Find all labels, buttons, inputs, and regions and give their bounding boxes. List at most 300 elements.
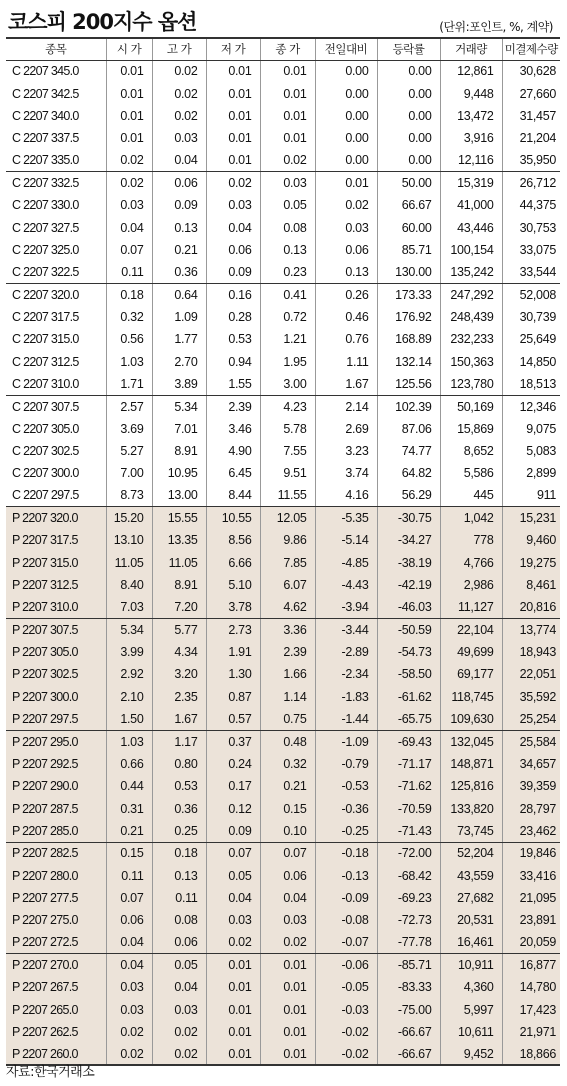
cell-open: 0.15 xyxy=(106,842,152,864)
table-row xyxy=(6,797,560,819)
cell-volume: 8,652 xyxy=(440,440,502,462)
cell-change-rate: -83.33 xyxy=(377,976,440,998)
cell-open: 0.04 xyxy=(106,931,152,953)
cell-close: 9.51 xyxy=(260,462,315,484)
table-row xyxy=(6,239,560,261)
cell-open: 0.03 xyxy=(106,194,152,216)
cell-open: 8.73 xyxy=(106,485,152,507)
cell-open-interest: 33,544 xyxy=(502,261,560,283)
cell-name: P 2207 292.5 xyxy=(6,753,106,775)
cell-close: 0.01 xyxy=(260,1043,315,1065)
cell-volume: 2,986 xyxy=(440,574,502,596)
cell-change-rate: -30.75 xyxy=(377,507,440,529)
cell-open: 1.71 xyxy=(106,373,152,395)
cell-open-interest: 35,950 xyxy=(502,149,560,171)
cell-open: 1.50 xyxy=(106,708,152,730)
cell-close: 0.07 xyxy=(260,842,315,864)
cell-change: -5.35 xyxy=(315,507,377,529)
cell-close: 0.15 xyxy=(260,797,315,819)
cell-low: 3.78 xyxy=(206,596,260,618)
cell-open: 0.03 xyxy=(106,976,152,998)
cell-close: 0.13 xyxy=(260,239,315,261)
cell-open-interest: 5,083 xyxy=(526,444,556,459)
cell-name: P 2207 285.0 xyxy=(6,820,106,842)
cell-volume: 3,916 xyxy=(440,127,502,149)
header-high: 고 가 xyxy=(152,38,206,60)
cell-close: 4.23 xyxy=(260,395,315,417)
cell-change: 4.16 xyxy=(315,485,377,507)
cell-open-interest: 17,423 xyxy=(519,1002,556,1017)
cell-high: 8.91 xyxy=(152,574,206,596)
cell-high: 5.34 xyxy=(152,395,206,417)
cell-change: 2.69 xyxy=(315,418,377,440)
cell-open: 0.31 xyxy=(106,797,152,819)
cell-change-rate: -72.73 xyxy=(377,909,440,931)
table-row xyxy=(6,105,560,127)
cell-low: 0.09 xyxy=(206,820,260,842)
cell-volume: 15,319 xyxy=(440,172,502,194)
cell-name: C 2207 345.0 xyxy=(6,60,106,82)
cell-change: -0.02 xyxy=(315,1043,377,1065)
cell-high: 3.89 xyxy=(152,373,206,395)
table-row xyxy=(6,194,560,216)
cell-open-interest: 14,850 xyxy=(519,354,556,369)
cell-high: 0.03 xyxy=(152,127,206,149)
cell-change: 0.00 xyxy=(315,149,377,171)
cell-close: 1.66 xyxy=(260,663,315,685)
cell-change-rate: -71.43 xyxy=(377,820,440,842)
cell-name: P 2207 307.5 xyxy=(6,619,106,641)
cell-high: 0.02 xyxy=(152,1043,206,1065)
cell-open: 0.66 xyxy=(106,753,152,775)
cell-low: 6.66 xyxy=(206,552,260,574)
cell-name: P 2207 297.5 xyxy=(6,708,106,730)
cell-close: 0.01 xyxy=(260,954,315,976)
cell-close: 0.01 xyxy=(260,976,315,998)
cell-name: P 2207 315.0 xyxy=(6,552,106,574)
cell-open: 0.07 xyxy=(106,239,152,261)
cell-close: 2.39 xyxy=(260,641,315,663)
cell-name: C 2207 300.0 xyxy=(6,462,106,484)
cell-high: 0.64 xyxy=(152,283,206,305)
cell-name: P 2207 317.5 xyxy=(6,529,106,551)
cell-low: 0.28 xyxy=(206,306,260,328)
cell-change: -0.53 xyxy=(315,775,377,797)
cell-high: 1.67 xyxy=(152,708,206,730)
table-row xyxy=(6,306,560,328)
cell-name: P 2207 305.0 xyxy=(6,641,106,663)
cell-low: 0.24 xyxy=(206,753,260,775)
cell-low: 0.01 xyxy=(206,82,260,104)
cell-change: 0.13 xyxy=(315,261,377,283)
cell-name: P 2207 300.0 xyxy=(6,686,106,708)
cell-close: 7.55 xyxy=(260,440,315,462)
cell-volume: 11,127 xyxy=(440,596,502,618)
header-close: 종 가 xyxy=(260,38,315,60)
cell-change-rate: 0.00 xyxy=(377,127,440,149)
cell-name: C 2207 320.0 xyxy=(6,283,106,305)
header-change-rate: 등락률 xyxy=(377,38,440,60)
cell-change-rate: 130.00 xyxy=(377,261,440,283)
cell-name: P 2207 287.5 xyxy=(6,797,106,819)
cell-high: 0.09 xyxy=(152,194,206,216)
cell-low: 2.73 xyxy=(206,619,260,641)
cell-open-interest: 34,657 xyxy=(519,756,556,771)
cell-change-rate: 173.33 xyxy=(377,283,440,305)
cell-low: 2.39 xyxy=(206,395,260,417)
cell-change-rate: -66.67 xyxy=(377,1021,440,1043)
cell-open-interest: 31,457 xyxy=(519,108,556,123)
cell-low: 0.01 xyxy=(206,1021,260,1043)
header-change: 전일대비 xyxy=(315,38,377,60)
cell-high: 13.35 xyxy=(152,529,206,551)
cell-low: 1.30 xyxy=(206,663,260,685)
cell-high: 0.04 xyxy=(152,149,206,171)
cell-close: 0.32 xyxy=(260,753,315,775)
table-row xyxy=(6,663,560,685)
cell-volume: 16,461 xyxy=(440,931,502,953)
cell-change-rate: -58.50 xyxy=(377,663,440,685)
cell-change-rate: -69.23 xyxy=(377,887,440,909)
cell-change-rate: -34.27 xyxy=(377,529,440,551)
cell-close: 0.03 xyxy=(260,172,315,194)
cell-volume: 9,452 xyxy=(440,1043,502,1065)
table-row xyxy=(6,82,560,104)
cell-close: 0.23 xyxy=(260,261,315,283)
cell-open: 0.06 xyxy=(106,909,152,931)
cell-high: 0.02 xyxy=(152,82,206,104)
cell-open: 0.07 xyxy=(106,887,152,909)
table-row xyxy=(6,887,560,909)
cell-low: 0.01 xyxy=(206,127,260,149)
cell-open: 0.01 xyxy=(106,127,152,149)
cell-change-rate: -77.78 xyxy=(377,931,440,953)
cell-high: 0.36 xyxy=(152,261,206,283)
cell-high: 0.53 xyxy=(152,775,206,797)
cell-name: C 2207 325.0 xyxy=(6,239,106,261)
cell-close: 0.02 xyxy=(260,149,315,171)
cell-high: 3.20 xyxy=(152,663,206,685)
cell-low: 0.01 xyxy=(206,954,260,976)
cell-open-interest: 15,231 xyxy=(519,511,556,526)
cell-open: 0.21 xyxy=(106,820,152,842)
header-low: 저 가 xyxy=(206,38,260,60)
table-row xyxy=(6,60,560,82)
cell-open: 7.00 xyxy=(106,462,152,484)
cell-close: 0.10 xyxy=(260,820,315,842)
cell-close: 0.72 xyxy=(260,306,315,328)
cell-change: -2.89 xyxy=(315,641,377,663)
cell-change-rate: 74.77 xyxy=(377,440,440,462)
cell-name: C 2207 340.0 xyxy=(6,105,106,127)
cell-open: 0.11 xyxy=(106,261,152,283)
cell-volume: 10,611 xyxy=(440,1021,502,1043)
cell-open-interest: 21,971 xyxy=(519,1024,556,1039)
cell-high: 10.95 xyxy=(152,462,206,484)
cell-low: 3.46 xyxy=(206,418,260,440)
cell-open-interest: 18,943 xyxy=(519,645,556,660)
cell-change: -1.83 xyxy=(315,686,377,708)
cell-high: 0.06 xyxy=(152,931,206,953)
cell-change-rate: -65.75 xyxy=(377,708,440,730)
header-open: 시 가 xyxy=(106,38,152,60)
cell-change-rate: 125.56 xyxy=(377,373,440,395)
cell-open-interest: 18,866 xyxy=(502,1043,560,1065)
table-row xyxy=(6,1021,560,1043)
cell-change-rate: 132.14 xyxy=(377,350,440,372)
cell-low: 0.02 xyxy=(206,931,260,953)
cell-change: 0.00 xyxy=(315,127,377,149)
cell-name: C 2207 305.0 xyxy=(6,418,106,440)
cell-change-rate: 0.00 xyxy=(377,82,440,104)
cell-low: 10.55 xyxy=(206,507,260,529)
cell-open-interest: 8,461 xyxy=(526,578,556,593)
cell-high: 2.35 xyxy=(152,686,206,708)
cell-name: P 2207 262.5 xyxy=(6,1021,106,1043)
cell-change: 1.11 xyxy=(315,350,377,372)
cell-change: 0.00 xyxy=(315,82,377,104)
cell-open-interest: 19,846 xyxy=(519,846,556,861)
cell-high: 11.05 xyxy=(152,552,206,574)
cell-name: P 2207 302.5 xyxy=(6,663,106,685)
cell-high: 7.20 xyxy=(152,596,206,618)
cell-volume: 15,869 xyxy=(440,418,502,440)
cell-name: P 2207 260.0 xyxy=(6,1043,106,1065)
cell-name: C 2207 315.0 xyxy=(6,328,106,350)
cell-volume: 20,531 xyxy=(440,909,502,931)
cell-name: P 2207 312.5 xyxy=(6,574,106,596)
cell-open-interest: 30,739 xyxy=(519,309,556,324)
cell-change: 0.26 xyxy=(315,283,377,305)
cell-close: 3.00 xyxy=(260,373,315,395)
cell-close: 0.01 xyxy=(260,998,315,1020)
cell-change: 0.00 xyxy=(315,105,377,127)
cell-open: 0.02 xyxy=(106,1043,152,1065)
cell-change-rate: 102.39 xyxy=(377,395,440,417)
cell-name: P 2207 277.5 xyxy=(6,887,106,909)
cell-low: 0.12 xyxy=(206,797,260,819)
cell-change-rate: 168.89 xyxy=(377,328,440,350)
cell-high: 13.00 xyxy=(152,485,206,507)
header-open-interest: 미결제수량 xyxy=(502,38,560,60)
cell-open-interest: 911 xyxy=(502,485,560,507)
cell-low: 0.17 xyxy=(206,775,260,797)
cell-volume: 132,045 xyxy=(440,730,502,752)
cell-open: 1.03 xyxy=(106,350,152,372)
cell-open-interest: 39,359 xyxy=(519,779,556,794)
table-row xyxy=(6,574,560,596)
cell-change-rate: -71.17 xyxy=(377,753,440,775)
cell-low: 0.57 xyxy=(206,708,260,730)
cell-high: 0.11 xyxy=(152,887,206,909)
cell-change: -0.18 xyxy=(315,842,377,864)
cell-close: 6.07 xyxy=(260,574,315,596)
cell-volume: 445 xyxy=(440,485,502,507)
cell-change: -0.05 xyxy=(315,976,377,998)
table-row xyxy=(6,686,560,708)
table-row xyxy=(6,708,560,730)
cell-name: P 2207 275.0 xyxy=(6,909,106,931)
cell-name: C 2207 322.5 xyxy=(6,261,106,283)
cell-name: C 2207 307.5 xyxy=(6,395,106,417)
table-row xyxy=(6,283,560,305)
cell-change: 2.14 xyxy=(315,395,377,417)
cell-change-rate: 50.00 xyxy=(377,172,440,194)
cell-high: 0.02 xyxy=(152,60,206,82)
cell-high: 0.21 xyxy=(152,239,206,261)
cell-name: C 2207 302.5 xyxy=(6,440,106,462)
cell-name: P 2207 295.0 xyxy=(6,730,106,752)
cell-volume: 123,780 xyxy=(440,373,502,395)
cell-open: 5.34 xyxy=(106,619,152,641)
cell-open-interest: 12,346 xyxy=(519,399,556,414)
cell-change-rate: -46.03 xyxy=(377,596,440,618)
cell-name: P 2207 265.0 xyxy=(6,998,106,1020)
cell-name: C 2207 332.5 xyxy=(6,172,106,194)
cell-change: 3.23 xyxy=(315,440,377,462)
table-row xyxy=(6,507,560,529)
cell-close: 11.55 xyxy=(260,485,315,507)
cell-change: 0.46 xyxy=(315,306,377,328)
cell-change: -0.79 xyxy=(315,753,377,775)
cell-low: 0.03 xyxy=(206,194,260,216)
cell-change: 0.02 xyxy=(315,194,377,216)
cell-volume: 12,861 xyxy=(440,60,502,82)
cell-close: 0.08 xyxy=(260,216,315,238)
table-row xyxy=(6,954,560,976)
table-row xyxy=(6,462,560,484)
cell-name: P 2207 310.0 xyxy=(6,596,106,618)
cell-high: 5.77 xyxy=(152,619,206,641)
cell-volume: 41,000 xyxy=(440,194,502,216)
cell-open-interest: 27,660 xyxy=(519,86,556,101)
cell-change: -3.44 xyxy=(315,619,377,641)
cell-volume: 12,116 xyxy=(440,149,502,171)
cell-name: C 2207 337.5 xyxy=(6,127,106,149)
cell-open: 5.27 xyxy=(106,440,152,462)
cell-change: 0.01 xyxy=(315,172,377,194)
cell-open-interest: 52,008 xyxy=(519,287,556,302)
cell-volume: 69,177 xyxy=(440,663,502,685)
cell-name: P 2207 272.5 xyxy=(6,931,106,953)
table-row xyxy=(6,976,560,998)
cell-change-rate: -85.71 xyxy=(377,954,440,976)
cell-volume: 49,699 xyxy=(440,641,502,663)
cell-high: 0.36 xyxy=(152,797,206,819)
cell-open: 0.11 xyxy=(106,864,152,886)
cell-low: 0.37 xyxy=(206,730,260,752)
cell-volume: 73,745 xyxy=(440,820,502,842)
cell-open: 0.32 xyxy=(106,306,152,328)
cell-low: 0.06 xyxy=(206,239,260,261)
cell-change: 0.76 xyxy=(315,328,377,350)
cell-close: 0.41 xyxy=(260,283,315,305)
cell-low: 0.01 xyxy=(206,149,260,171)
cell-close: 0.75 xyxy=(260,708,315,730)
table-row xyxy=(6,350,560,372)
cell-high: 1.09 xyxy=(152,306,206,328)
cell-change-rate: 0.00 xyxy=(377,105,440,127)
cell-low: 0.01 xyxy=(206,998,260,1020)
cell-open-interest: 21,095 xyxy=(519,890,556,905)
cell-high: 15.55 xyxy=(152,507,206,529)
cell-high: 0.04 xyxy=(152,976,206,998)
cell-high: 0.05 xyxy=(152,954,206,976)
cell-open: 0.44 xyxy=(106,775,152,797)
cell-close: 12.05 xyxy=(260,507,315,529)
cell-change: -4.43 xyxy=(315,574,377,596)
cell-change: -0.13 xyxy=(315,864,377,886)
cell-volume: 109,630 xyxy=(440,708,502,730)
cell-change-rate: 66.67 xyxy=(377,194,440,216)
cell-high: 8.91 xyxy=(152,440,206,462)
cell-name: C 2207 330.0 xyxy=(6,194,106,216)
cell-open: 0.02 xyxy=(106,172,152,194)
cell-name: C 2207 335.0 xyxy=(6,149,106,171)
cell-name: C 2207 327.5 xyxy=(6,216,106,238)
cell-volume: 50,169 xyxy=(440,395,502,417)
cell-change: -1.09 xyxy=(315,730,377,752)
cell-name: P 2207 280.0 xyxy=(6,864,106,886)
cell-change: 0.00 xyxy=(315,60,377,82)
table-row xyxy=(6,552,560,574)
cell-open: 2.57 xyxy=(106,395,152,417)
cell-close: 5.78 xyxy=(260,418,315,440)
cell-volume: 52,204 xyxy=(440,842,502,864)
cell-change-rate: -72.00 xyxy=(377,842,440,864)
table-row xyxy=(6,909,560,931)
cell-low: 0.09 xyxy=(206,261,260,283)
cell-close: 0.06 xyxy=(260,864,315,886)
source-note: 자료:한국거래소 xyxy=(6,1065,95,1080)
cell-open-interest: 14,780 xyxy=(519,980,556,995)
cell-open-interest: 23,891 xyxy=(519,913,556,928)
cell-open-interest: 18,513 xyxy=(502,373,560,395)
cell-change: 0.06 xyxy=(315,239,377,261)
cell-low: 0.04 xyxy=(206,216,260,238)
cell-open-interest: 13,774 xyxy=(519,623,556,638)
cell-low: 0.05 xyxy=(206,864,260,886)
cell-open: 7.03 xyxy=(106,596,152,618)
cell-open: 11.05 xyxy=(106,552,152,574)
table-row xyxy=(6,641,560,663)
cell-low: 0.01 xyxy=(206,976,260,998)
table-row xyxy=(6,753,560,775)
cell-change-rate: -75.00 xyxy=(377,998,440,1020)
cell-change-rate: 0.00 xyxy=(377,149,440,171)
table-row xyxy=(6,820,560,842)
header-name: 종목 xyxy=(6,38,106,60)
cell-low: 0.53 xyxy=(206,328,260,350)
cell-name: C 2207 342.5 xyxy=(6,82,106,104)
cell-change: -0.25 xyxy=(315,820,377,842)
cell-change-rate: 56.29 xyxy=(377,485,440,507)
cell-open: 0.56 xyxy=(106,328,152,350)
table-header-row xyxy=(6,38,560,60)
cell-change-rate: 0.00 xyxy=(377,60,440,82)
cell-change: -0.03 xyxy=(315,998,377,1020)
cell-volume: 43,559 xyxy=(440,864,502,886)
cell-volume: 133,820 xyxy=(440,797,502,819)
cell-change: -0.36 xyxy=(315,797,377,819)
cell-change-rate: -54.73 xyxy=(377,641,440,663)
header-volume: 거래량 xyxy=(440,38,502,60)
cell-high: 2.70 xyxy=(152,350,206,372)
cell-change-rate: -50.59 xyxy=(377,619,440,641)
cell-high: 0.18 xyxy=(152,842,206,864)
cell-volume: 778 xyxy=(440,529,502,551)
table-row xyxy=(6,619,560,641)
